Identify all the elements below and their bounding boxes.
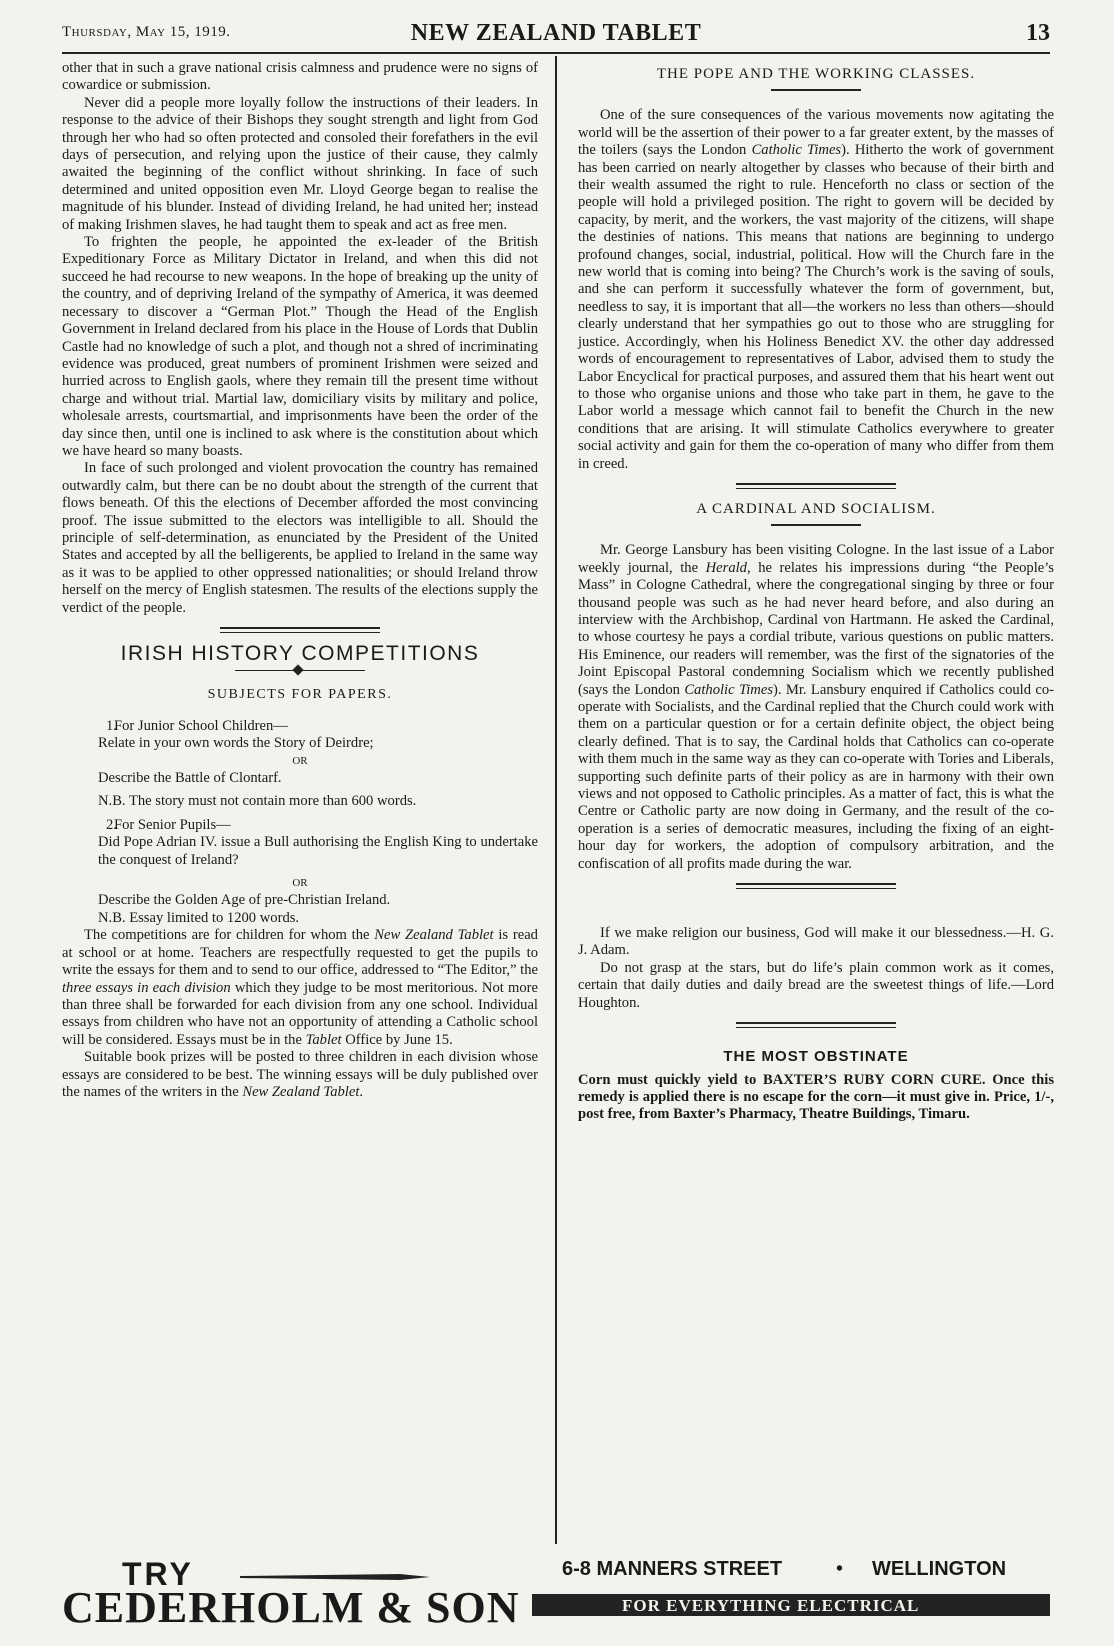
right-column (578, 60, 1054, 1124)
text-run: which they judge to be most meritorious. Not more than three shall be forwarded for each division from any one school. Individual essays from children who have not an opportunity of attending a Catholic school will be considered. Essays must be in the (62, 979, 538, 1048)
footer-firm-name: CEDERHOLM & SON (62, 1583, 520, 1632)
italic-run: three essays in each division (62, 979, 231, 996)
italic-run: Catholic Times (751, 142, 842, 159)
advert-text: Corn must quickly yield to BAXTER’S RUBY CORN CURE. Once this remedy is applied there is no escape for the corn—it must give in. Price, 1/-, post free, from Baxter’s Pharmacy, Theatre Buildings, Timaru. (578, 1071, 1054, 1123)
quote-paragraph: If we make religion our business, God will make it our blessedness.—H. G. J. Adam. (578, 925, 1054, 959)
essay-note: N.B. The story must not contain more than 600 words. (98, 793, 417, 810)
header-rule (62, 52, 1050, 54)
essay-subject: Relate in your own words the Story of Deirdre; (98, 735, 374, 752)
quote-paragraph: Do not grasp at the stars, but do life’s plain common work as it comes, certain that daily duties and daily bread are the sweetest things of life.—Lord Houghton. (578, 959, 1054, 1011)
title-rule (771, 524, 861, 526)
text-run: ). Mr. Lansbury enquired if Catholics could co-operate with Socialists, and the Cardinal replied that the Church could work with them on a particular question or for a certain definite object, the object being clearly defined. That is to say, the Cardinal holds that Catholics can co-operate with them much in the same way as they can co-operate with Tories and Liberals, supporting such definite parts of their policy as are in harmony with their own views and not opposed to Catholic principles. As a matter of fact, this is what the Centre or Catholic party are now doing in Germany, and the result of the co-operation is a series of democratic measures, including the fixing of an eight-hour day for workers, the adoption of compulsory arbitration, and the confiscation of all profits made during the war. (578, 681, 1055, 872)
title-rule (771, 89, 861, 91)
footer-advert (62, 1556, 1050, 1632)
text-run: Suitable book prizes will be posted to three children in each division whose essays are considered to be best. The winning essays will be duly published over the names of the writers in the (62, 1049, 538, 1100)
article-paragraph: In face of such prolonged and violent provocation the country has remained outwardly calm, but there can be no doubt about the strength of the current that flows beneath. Of this the elections of December afforded the most convincing proof. The issue submitted to the electors was intelligible to all. Should the principle of self-determination, as enunciated by the President of the United States and accepted by all the belligerents, be applied to Ireland in the same way as it was to be applied to other oppressed nationalities; or should Ireland throw herself on the mercy of English statesmen. The results of the elections supply the verdict of the people. (62, 460, 538, 616)
list-item (62, 718, 538, 735)
footer-city: WELLINGTON (872, 1558, 1007, 1580)
text-run: ). Hitherto the work of government has been carried on nearly altogether by classes who because of their birth and their wealth assumed the right to rule. Henceforth no class or section of the people will hold a privileged position. The right to govern will be decided by capacity, by merit, and the workers, the vast majority of the citizens, will shape the destinies of nations. This means that nations are beginning to undergo profound changes, social, industrial, political. How will the Church fare in the new world that is coming into being? The Church’s work is the saving of souls, and she can perform it successfully whatever the form of government, but, needless to say, it is important that all—the workers no less than others—should clearly understand that her sympathies go out to those who are struggling for justice. Accordingly, when his Holiness Benedict XV. the other day addressed words of encouragement to representatives of Labor, advised them to study the Labor Encyclical for practical purposes, and assured them that his heart went out to those who organise unions and those who take part in them, he gave to the Labor world a message which cannot fail to benefit the Church in the new conditions that are arising. It will stimulate Catholics everywhere to greater social activity and gain for them the co-operation of many who differ from them in creed. (578, 142, 1054, 472)
footer-try: TRY (122, 1556, 194, 1592)
diamond-icon (292, 665, 303, 676)
page-header (62, 20, 1050, 50)
text-run: One of the sure consequences of the various movements now agitating the world will be the assertion of their power to a far greater extent, by the masses of the toilers (says the London (578, 107, 1054, 159)
page-number: 13 (1026, 20, 1050, 46)
item-label: For Senior Pupils— (114, 816, 231, 833)
list-item (62, 817, 538, 834)
article-paragraph (578, 542, 1054, 873)
or-label: OR (292, 754, 308, 767)
article-paragraph: other that in such a grave national crisis calmness and prudence were no signs of cowardice or submission. (62, 60, 538, 94)
section-rule (220, 627, 380, 633)
article-paragraph: To frighten the people, he appointed the ex-leader of the British Expeditionary Force as Military Dictator in Ireland, and when this did not succeed he had recourse to new weapons. In the hope of breaking up the unity of the country, and of depriving Ireland of the sympathy of America, it was deemed necessary to discover a “German Plot.” Though the Head of the English Government in Ireland declared from his place in the House of Lords that Dublin Castle had no knowledge of such a plot, and though not a shred of incriminating evidence was produced, great numbers of prominent Irishmen were seized and hurried across to English gaols, where they remain till the present time without charge and without trial. Martial law, domiciliary visits by military and police, wholesale arrests, courtsmartial, and imprisonments have been the order of the day since then, until one is inclined to ask where is the constitution about which we have heard so many boasts. (62, 234, 538, 459)
essay-subject: Did Pope Adrian IV. issue a Bull authorising the English King to undertake the conquest of Ireland? (98, 834, 538, 868)
history-competitions-title: IRISH HISTORY COMPETITIONS (120, 642, 480, 665)
footer-address: 6-8 MANNERS STREET (562, 1558, 783, 1580)
text-run: Mr. George Lansbury has been visiting Cologne. In the last issue of a Labor weekly journal, the (578, 542, 1054, 576)
italic-run: New Zealand Tablet (374, 927, 494, 944)
item-number: 1. (106, 717, 117, 734)
subjects-subtitle: SUBJECTS FOR PAPERS. (207, 687, 393, 703)
footer-tagline: FOR EVERYTHING ELECTRICAL (622, 1596, 920, 1615)
italic-run: Catholic Times (684, 681, 774, 698)
text-run: . (359, 1083, 364, 1100)
section-rule (736, 883, 896, 889)
italic-run: Tablet (305, 1031, 342, 1048)
prize-paragraph (62, 1049, 538, 1101)
pope-article-title: THE POPE AND THE WORKING CLASSES. (656, 66, 976, 82)
essay-note: N.B. Essay limited to 1200 words. (98, 909, 300, 926)
left-column (62, 60, 538, 1101)
publication-title: NEW ZEALAND TABLET (410, 20, 702, 46)
diamond-rule (235, 666, 365, 676)
cardinal-article-title: A CARDINAL AND SOCIALISM. (696, 500, 936, 517)
essay-subject: Describe the Battle of Clontarf. (98, 770, 282, 787)
text-run: , he relates his impressions during “the People’s Mass” in Cologne Cathedral, where the congregational singing by three or four thousand people was such as he had never heard before, and also during an interview with the Archbishop, Cardinal von Hartmann. He asked the Cardinal, to whose courtesy he pays a cordial tribute, various questions on public matters. His Eminence, our readers will remember, was the first of the signatories of the Joint Episcopal Pastoral condemning Socialism which we recently published (says the London (578, 559, 1054, 698)
advert-title: THE MOST OBSTINATE (723, 1048, 909, 1066)
issue-date: Thursday, May 15, 1919. (62, 24, 231, 40)
footer-bullet: • (836, 1558, 844, 1580)
item-number: 2. (106, 816, 117, 833)
article-paragraph: Never did a people more loyally follow the instructions of their leaders. In response to the advice of their Bishops they sought strength and light from God through her who had so often protected and consoled their forefathers in the evil days of persecution, and relying upon the justice of their cause, they calmly awaited the beginning of the conflict without shrinking. In face of such determined and united opposition even Mr. Lloyd George began to realise the magnitude of his blunder. Instead of dividing Ireland, he had united her; instead of making Irishmen slaves, he had taught them to speak and act as free men. (62, 94, 538, 233)
section-rule (736, 483, 896, 489)
section-rule (736, 1022, 896, 1028)
text-run: is read at school or at home. Teachers are respectfully requested to get the pupils to write the essays for them and to send to our office, addressed to “The Editor,” the (62, 927, 538, 979)
or-label: OR (292, 877, 308, 890)
essay-subject: Describe the Golden Age of pre-Christian Ireland. (98, 892, 391, 909)
item-label: For Junior School Children— (114, 717, 288, 734)
text-run: Office by June 15. (341, 1031, 453, 1048)
text-run: The competitions are for children for whom the (84, 927, 375, 944)
italic-run: New Zealand Tablet (242, 1083, 360, 1100)
column-divider (555, 56, 557, 1544)
italic-run: Herald (705, 559, 747, 576)
competition-paragraph (62, 927, 538, 1049)
arrow-icon (240, 1572, 430, 1582)
article-paragraph (578, 107, 1054, 473)
